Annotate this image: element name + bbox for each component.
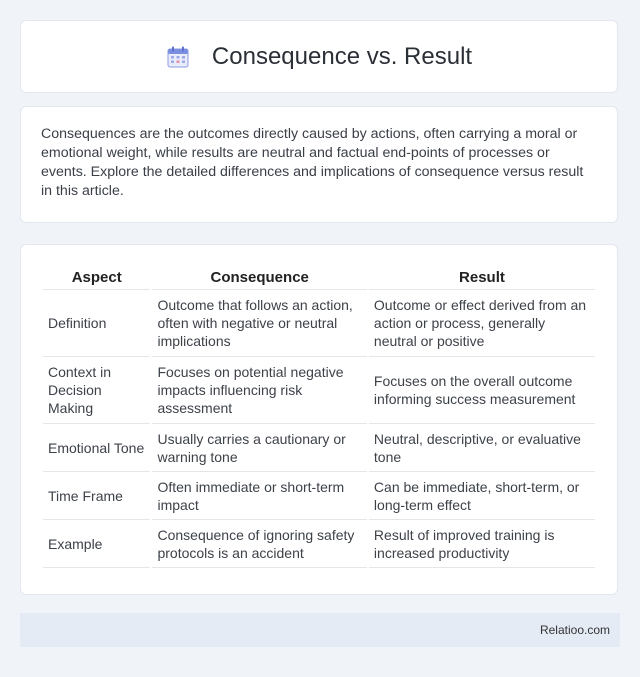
row-aspect-cell: Emotional Tone xyxy=(43,424,150,472)
row-result-cell: Outcome or effect derived from an action or process, generally neutral or positive xyxy=(369,290,595,357)
footer xyxy=(20,613,620,647)
row-consequence-cell: Outcome that follows an action, often with negative or neutral implications xyxy=(152,290,366,357)
table-row xyxy=(43,424,595,472)
column-header-consequence: Consequence xyxy=(152,265,366,290)
row-consequence-cell: Usually carries a cautionary or warning tone xyxy=(152,424,366,472)
row-result-cell: Can be immediate, short-term, or long-term effect xyxy=(369,472,595,520)
row-consequence-cell: Focuses on potential negative impacts influencing risk assessment xyxy=(152,357,366,424)
table-header-row xyxy=(43,265,595,290)
title-card xyxy=(20,20,618,93)
row-consequence-cell: Consequence of ignoring safety protocols is an accident xyxy=(152,520,366,568)
row-aspect-cell: Example xyxy=(43,520,150,568)
footer-site-link[interactable]: Relatioo.com xyxy=(539,623,610,637)
intro-text: Consequences are the outcomes directly caused by actions, often carrying a moral or emotional weight, while results are neutral and factual end-points of processes or events. Explore the detailed differences and implications of consequence versus result in this article. xyxy=(41,126,584,199)
table-row xyxy=(43,290,595,357)
column-header-result: Result xyxy=(369,265,595,290)
table-row xyxy=(43,472,595,520)
comparison-table xyxy=(41,265,597,568)
row-result-cell: Result of improved training is increased productivity xyxy=(369,520,595,568)
table-row xyxy=(43,520,595,568)
comparison-table-card xyxy=(20,244,618,595)
table-row xyxy=(43,357,595,424)
intro-card xyxy=(20,106,618,223)
calendar-icon xyxy=(166,45,190,69)
row-result-cell: Neutral, descriptive, or evaluative tone xyxy=(369,424,595,472)
page-title: Consequence vs. Result xyxy=(211,42,473,70)
title-wrap xyxy=(166,43,472,71)
row-consequence-cell: Often immediate or short-term impact xyxy=(152,472,366,520)
row-result-cell: Focuses on the overall outcome informing success measurement xyxy=(369,357,595,424)
row-aspect-cell: Context in Decision Making xyxy=(43,357,150,424)
row-aspect-cell: Definition xyxy=(43,290,150,357)
column-header-aspect: Aspect xyxy=(43,265,150,290)
row-aspect-cell: Time Frame xyxy=(43,472,150,520)
